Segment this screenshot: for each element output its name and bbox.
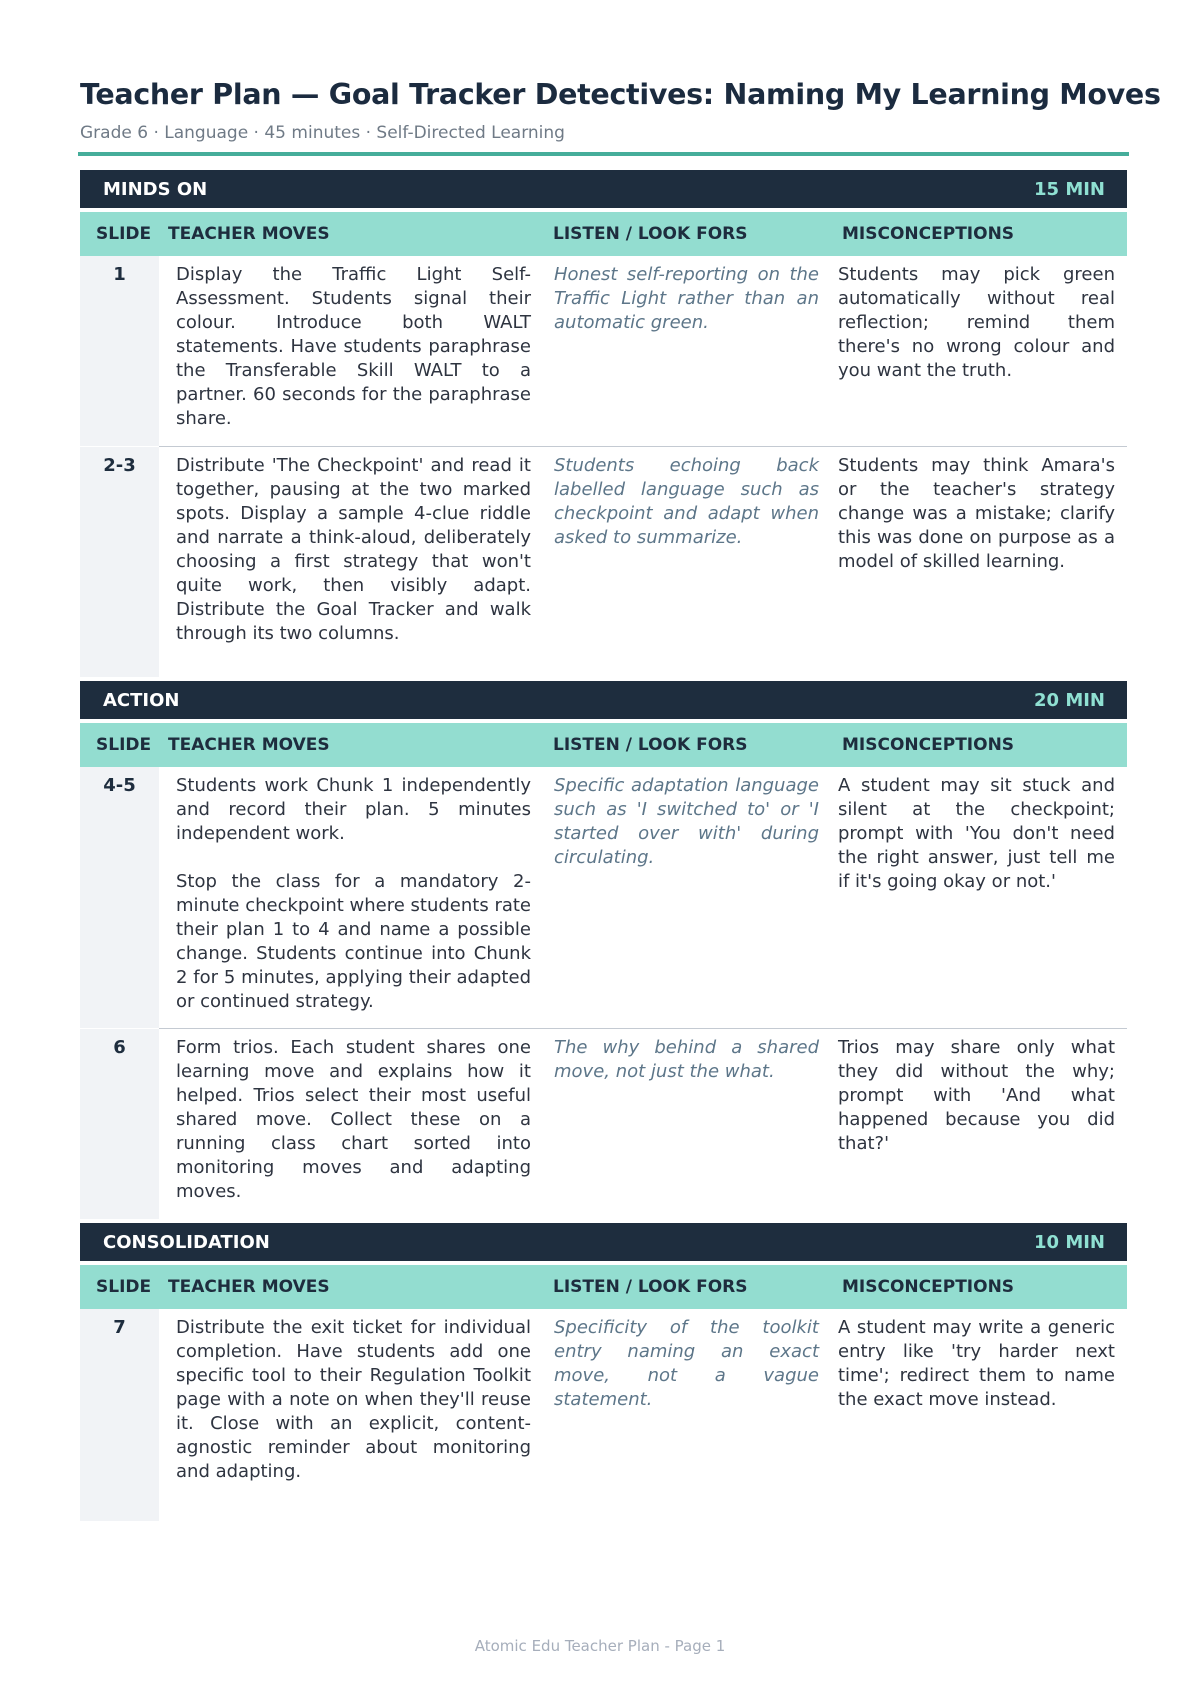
table-row	[80, 1309, 1127, 1521]
column-headers	[80, 212, 1127, 256]
table-row	[80, 767, 1127, 1028]
col-listen: LISTEN / LOOK FORS	[553, 224, 748, 244]
teacher-plan-page	[80, 78, 1161, 1521]
look-fors-cell: Specific adaptation language such as 'I switched to' or 'I started over with' during circulating.	[554, 775, 819, 868]
section-header	[80, 170, 1127, 208]
look-fors-cell: Specificity of the toolkit entry naming an exact move, not a vague statement.	[554, 1317, 819, 1410]
col-teacher-moves: TEACHER MOVES	[168, 224, 330, 244]
col-teacher-moves: TEACHER MOVES	[168, 735, 330, 755]
section-name: CONSOLIDATION	[103, 1231, 270, 1253]
table-row	[80, 1029, 1127, 1219]
section-header	[80, 1223, 1127, 1261]
title-rule	[78, 152, 1129, 156]
page-footer: Atomic Edu Teacher Plan - Page 1	[474, 1637, 726, 1655]
col-teacher-moves: TEACHER MOVES	[168, 1277, 330, 1297]
teacher-moves-cell	[159, 767, 544, 1028]
section-action	[80, 681, 1127, 1219]
slide-number: 4-5	[80, 767, 159, 1028]
table-row	[80, 256, 1127, 446]
col-slide: SLIDE	[96, 1277, 152, 1297]
column-headers	[80, 1265, 1127, 1309]
col-misconceptions: MISCONCEPTIONS	[842, 735, 1015, 755]
section-minds-on	[80, 170, 1127, 677]
look-fors-cell: Students echoing back labelled language such as checkpoint and adapt when asked to summarize.	[554, 455, 819, 548]
page-subtitle: Grade 6 · Language · 45 minutes · Self-Directed Learning	[80, 123, 565, 143]
section-consolidation	[80, 1223, 1127, 1521]
teacher-moves-cell: Distribute the exit ticket for individual completion. Have students add one specific tool to their Regulation Toolkit page with a note on when they'll reuse it. Close with an explicit, content-agnostic reminder about monitoring and adapting.	[176, 1317, 531, 1482]
col-listen: LISTEN / LOOK FORS	[553, 1277, 748, 1297]
misconceptions-cell: A student may write a generic entry like 'try harder next time'; redirect them to name the exact move instead.	[838, 1317, 1115, 1410]
slide-number: 1	[80, 256, 159, 446]
section-duration: 10 MIN	[1034, 1231, 1105, 1253]
slide-number: 7	[80, 1309, 159, 1521]
misconceptions-cell: A student may sit stuck and silent at the checkpoint; prompt with 'You don't need the right answer, just tell me if it's going okay or not.'	[838, 775, 1115, 892]
look-fors-cell: The why behind a shared move, not just the what.	[554, 1037, 819, 1082]
look-fors-cell: Honest self-reporting on the Traffic Light rather than an automatic green.	[554, 264, 819, 333]
teacher-moves-cell: Form trios. Each student shares one learning move and explains how it helped. Trios select their most useful shared move. Collect these on a running class chart sorted into monitoring moves and adapting moves.	[176, 1037, 531, 1202]
section-duration: 20 MIN	[1034, 689, 1105, 711]
col-slide: SLIDE	[96, 224, 152, 244]
misconceptions-cell: Students may pick green automatically without real reflection; remind them there's no wrong colour and you want the truth.	[838, 264, 1115, 381]
misconceptions-cell: Students may think Amara's or the teacher's strategy change was a mistake; clarify this was done on purpose as a model of skilled learning.	[838, 455, 1115, 572]
section-name: ACTION	[103, 689, 180, 711]
section-duration: 15 MIN	[1034, 178, 1105, 200]
teacher-moves-paragraph: Stop the class for a mandatory 2-minute checkpoint where students rate their plan 1 to 4 and name a possible change. Students continue into Chunk 2 for 5 minutes, applying their adapted or continued strategy.	[176, 871, 532, 1012]
col-slide: SLIDE	[96, 735, 152, 755]
slide-number: 6	[80, 1029, 159, 1219]
col-misconceptions: MISCONCEPTIONS	[842, 1277, 1015, 1297]
teacher-moves-cell: Distribute 'The Checkpoint' and read it together, pausing at the two marked spots. Display a sample 4-clue riddle and narrate a think-aloud, deliberately choosing a first strategy that won't quite work, then visibly adapt. Distribute the Goal Tracker and walk through its two columns.	[176, 455, 531, 644]
slide-number: 2-3	[80, 447, 159, 677]
page-title: Teacher Plan — Goal Tracker Detectives: Naming My Learning Moves	[80, 78, 1161, 111]
teacher-moves-cell: Display the Traffic Light Self-Assessment. Students signal their colour. Introduce both WALT statements. Have students paraphrase the Transferable Skill WALT to a partner. 60 seconds for the paraphrase share.	[176, 264, 531, 429]
misconceptions-cell: Trios may share only what they did without the why; prompt with 'And what happened because you did that?'	[838, 1037, 1115, 1154]
col-listen: LISTEN / LOOK FORS	[553, 735, 748, 755]
column-headers	[80, 723, 1127, 767]
teacher-moves-paragraph: Students work Chunk 1 independently and record their plan. 5 minutes independent work.	[176, 775, 531, 844]
table-row	[80, 447, 1127, 677]
col-misconceptions: MISCONCEPTIONS	[842, 224, 1015, 244]
section-name: MINDS ON	[103, 178, 208, 200]
section-header	[80, 681, 1127, 719]
